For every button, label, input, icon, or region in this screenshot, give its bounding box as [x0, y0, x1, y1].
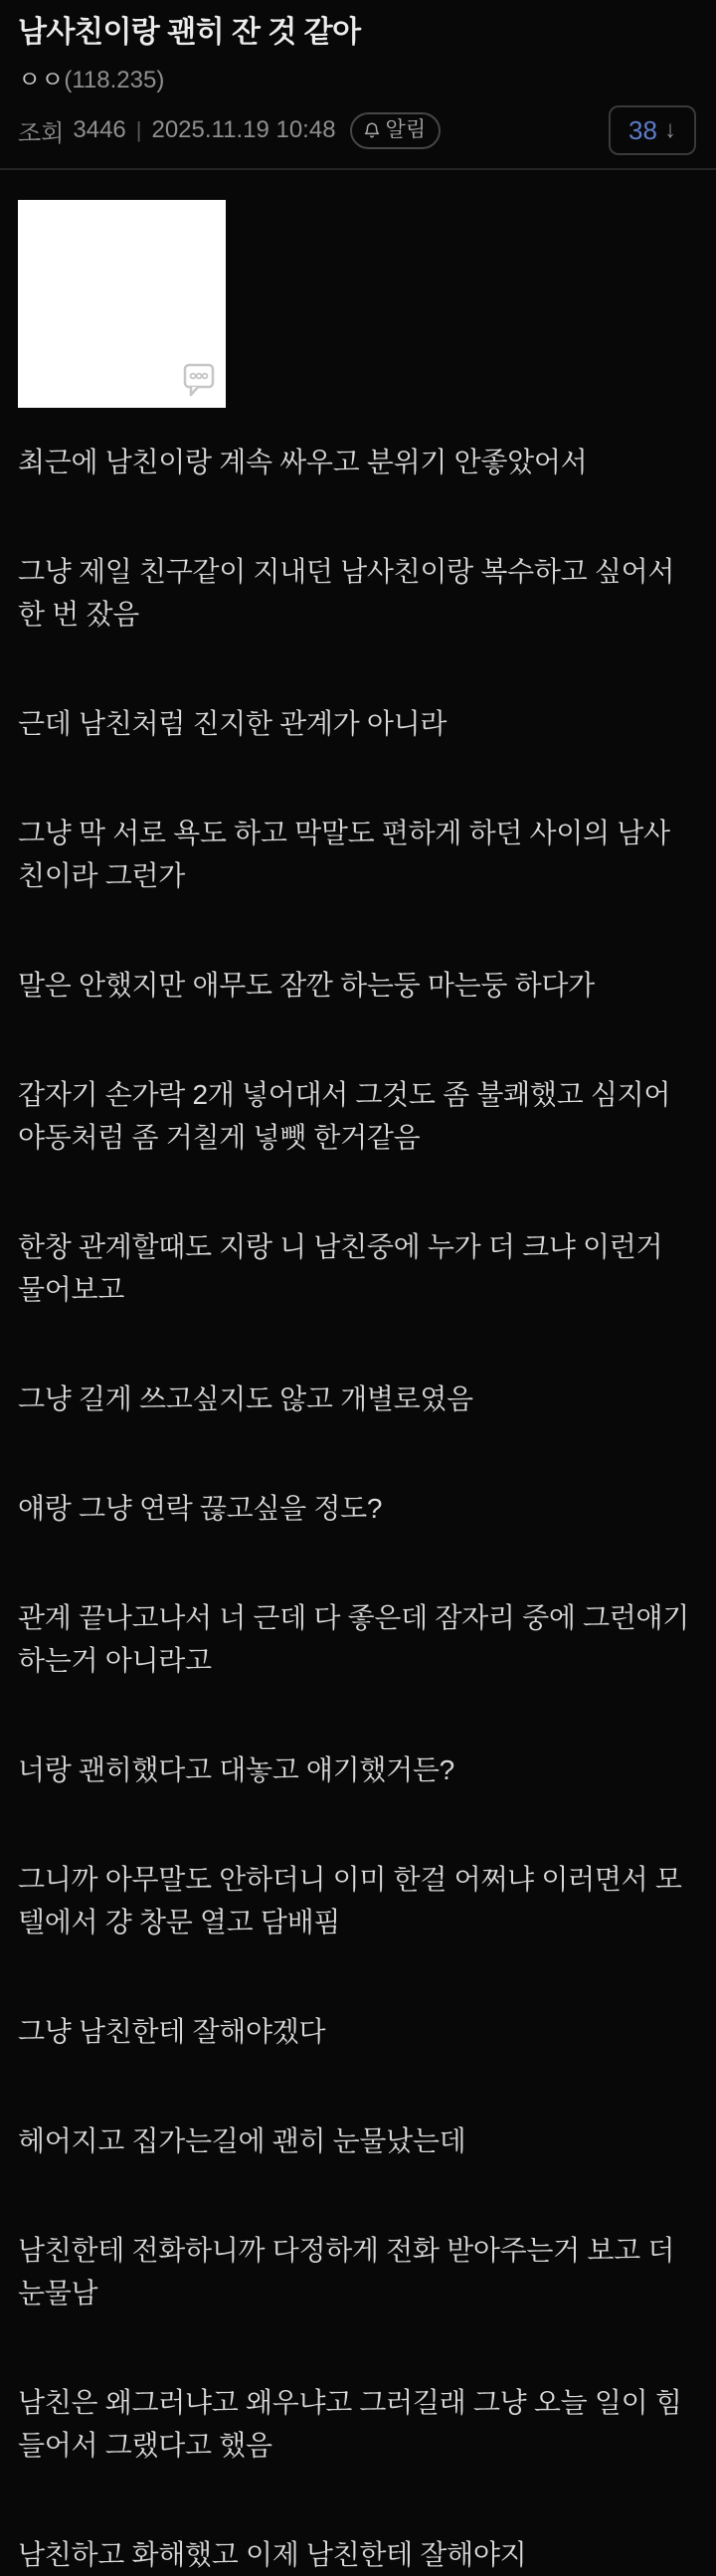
- post-thumbnail[interactable]: [18, 200, 226, 408]
- author-name: ㅇㅇ: [18, 67, 65, 93]
- meta-row: [18, 105, 696, 155]
- header-divider: [0, 168, 716, 170]
- post-paragraph: 그냥 제일 친구같이 지내던 남사친이랑 복수하고 싶어서 한 번 잤음: [18, 556, 675, 630]
- views-count: 3446: [73, 116, 126, 143]
- post-paragraph: 갑자기 손가락 2개 넣어대서 그것도 좀 불쾌했고 심지어 야동처럼 좀 거칠게 넣뺏 한거같음: [18, 1079, 671, 1153]
- post-paragraph: 한창 관계할때도 지랑 니 남친중에 누가 더 크냐 이런거 물어보고: [18, 1231, 663, 1305]
- meta-separator: |: [135, 117, 142, 142]
- post-body: [0, 408, 716, 2576]
- post-paragraph: 그냥 길게 쓰고싶지도 않고 개별로였음: [18, 1383, 473, 1414]
- alert-button[interactable]: [350, 112, 442, 149]
- post-paragraph: 얘랑 그냥 연락 끊고싶을 정도?: [18, 1493, 383, 1524]
- speech-bubble-icon: [183, 362, 215, 398]
- down-arrow-icon: ↓: [663, 116, 676, 143]
- comment-count-button[interactable]: [609, 105, 696, 155]
- post-paragraph: 그냥 막 서로 욕도 하고 막말도 편하게 하던 사이의 남사친이라 그런가: [18, 818, 670, 891]
- author-ip: (118.235): [64, 67, 165, 93]
- comment-count: 38: [628, 114, 657, 145]
- post-title: 남사친이랑 괜히 잔 것 같아: [18, 16, 361, 49]
- post-paragraph: 남친은 왜그러냐고 왜우냐고 그러길래 그냥 오늘 일이 힘들어서 그랬다고 했음: [18, 2387, 682, 2461]
- post-paragraph: 최근에 남친이랑 계속 싸우고 분위기 안좋았어서: [18, 447, 588, 477]
- post-paragraph: 남친하고 화해했고 이제 남친한테 잘해야지: [18, 2539, 527, 2570]
- post-paragraph: 너랑 괜히했다고 대놓고 얘기했거든?: [18, 1754, 454, 1785]
- post-paragraph: 관계 끝나고나서 너 근데 다 좋은데 잠자리 중에 그런얘기 하는거 아니라고: [18, 1602, 690, 1676]
- post-paragraph: 헤어지고 집가는길에 괜히 눈물났는데: [18, 2125, 466, 2156]
- post-datetime: 2025.11.19 10:48: [151, 116, 336, 143]
- alert-label: 알림: [385, 117, 427, 141]
- author-row: [18, 67, 696, 94]
- post-paragraph: 남친한테 전화하니까 다정하게 전화 받아주는거 보고 더 눈물남: [18, 2235, 675, 2308]
- views-label: 조회: [18, 119, 65, 147]
- post-paragraph: 그니까 아무말도 안하더니 이미 한걸 어쩌냐 이러면서 모텔에서 걍 창문 열고 담배핌: [18, 1864, 682, 1937]
- meta-info: [18, 112, 441, 149]
- post-paragraph: 그냥 남친한테 잘해야겠다: [18, 2016, 326, 2047]
- post-header: [0, 0, 716, 155]
- bell-icon: [363, 121, 381, 139]
- post-paragraph: 근데 남친처럼 진지한 관계가 아니라: [18, 708, 448, 739]
- post-paragraph: 말은 안했지만 애무도 잠깐 하는둥 마는둥 하다가: [18, 970, 595, 1001]
